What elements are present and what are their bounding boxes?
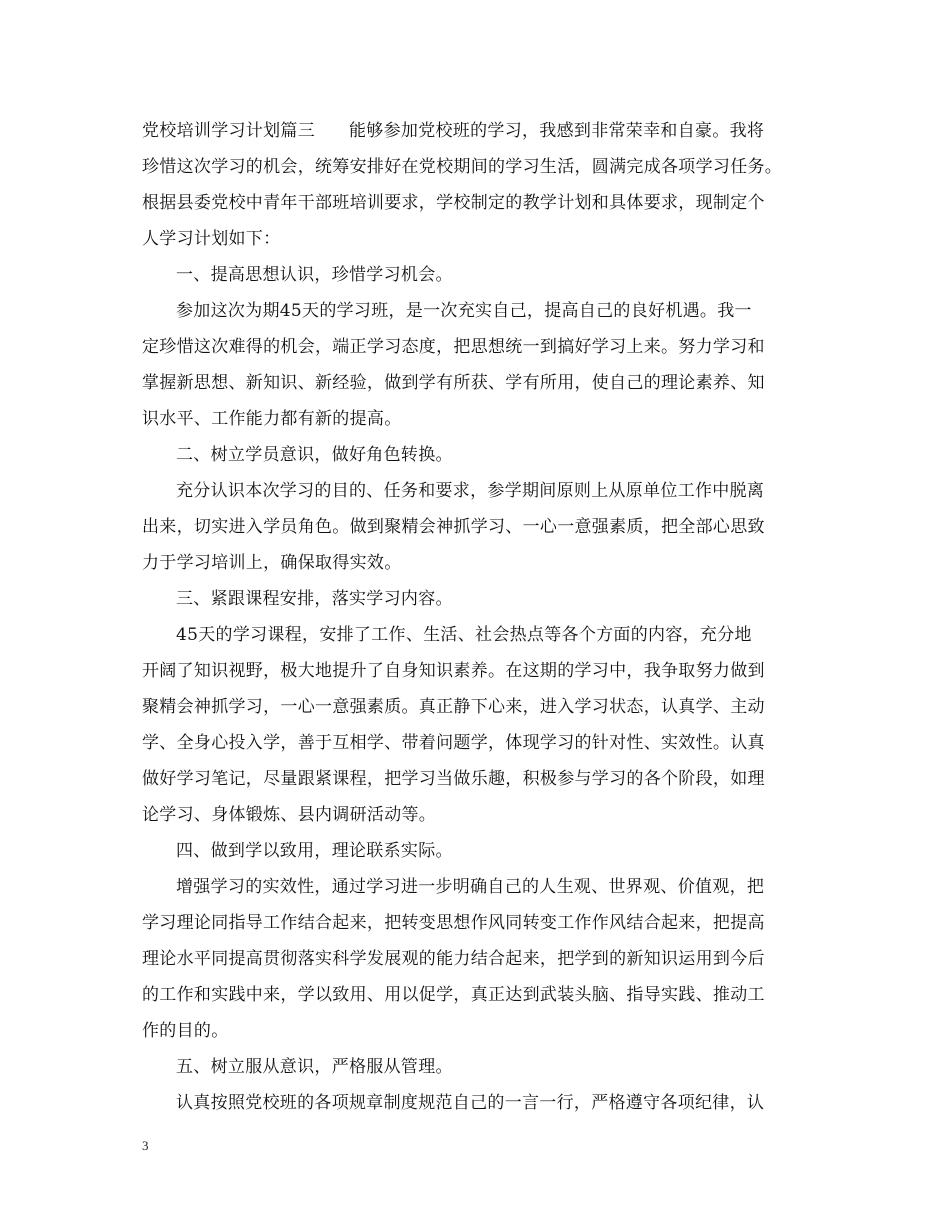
body-paragraph xyxy=(142,869,814,1049)
text-line: 理论水平同提高贯彻落实科学发展观的能力结合起来，把学到的新知识运用到今后 xyxy=(142,949,765,969)
section-heading xyxy=(142,257,814,293)
text-line: 掌握新思想、新知识、新经验，做到学有所获、学有所用，使自己的理论素养、知 xyxy=(142,373,765,393)
section-heading xyxy=(142,581,814,617)
body-paragraph xyxy=(142,293,814,437)
page-number: 3 xyxy=(142,1138,149,1153)
text-line: 根据县委党校中青年干部班培训要求，学校制定的教学计划和具体要求，现制定个 xyxy=(142,193,765,213)
heading-line: 一、提高思想认识，珍惜学习机会。 xyxy=(176,265,453,285)
body-paragraph xyxy=(142,1085,814,1121)
text-line: 出来，切实进入学员角色。做到聚精会神抓学习、一心一意强素质，把全部心思致 xyxy=(142,517,765,537)
text-line: 认真按照党校班的各项规章制度规范自己的一言一行，严格遵守各项纪律，认 xyxy=(176,1093,765,1113)
heading-line: 四、做到学以致用，理论联系实际。 xyxy=(176,841,453,861)
text-line: 增强学习的实效性，通过学习进一步明确自己的人生观、世界观、价值观，把 xyxy=(176,877,765,897)
text-line: 力于学习培训上，确保取得实效。 xyxy=(142,553,402,573)
body-paragraph xyxy=(142,473,814,581)
document-title: 党校培训学习计划篇三 xyxy=(142,121,315,141)
document-body xyxy=(142,113,814,1121)
section-heading xyxy=(142,833,814,869)
text-line: 的工作和实践中来，学以致用、用以促学，真正达到武装头脑、指导实践、推动工 xyxy=(142,985,765,1005)
body-paragraph xyxy=(142,617,814,833)
heading-line: 三、紧跟课程安排，落实学习内容。 xyxy=(176,589,453,609)
intro-paragraph xyxy=(142,113,814,257)
text-line: 45天的学习课程，安排了工作、生活、社会热点等各个方面的内容，充分地 xyxy=(176,625,752,645)
text-line: 学习理论同指导工作结合起来，把转变思想作风同转变工作作风结合起来，把提高 xyxy=(142,913,765,933)
heading-line: 二、树立学员意识，做好角色转换。 xyxy=(176,445,453,465)
text-line: 学、全身心投入学，善于互相学、带着问题学，体现学习的针对性、实效性。认真 xyxy=(142,733,765,753)
text-line: 人学习计划如下： xyxy=(142,229,281,249)
text-line: 聚精会神抓学习，一心一意强素质。真正静下心来，进入学习状态，认真学、主动 xyxy=(142,697,765,717)
section-heading xyxy=(142,1049,814,1085)
heading-line: 五、树立服从意识，严格服从管理。 xyxy=(176,1057,453,1077)
text-line xyxy=(142,113,814,149)
text-line: 做好学习笔记，尽量跟紧课程，把学习当做乐趣，积极参与学习的各个阶段，如理 xyxy=(142,769,765,789)
text-line: 参加这次为期45天的学习班，是一次充实自己，提高自己的良好机遇。我一 xyxy=(176,301,752,321)
text-line: 识水平、工作能力都有新的提高。 xyxy=(142,409,402,429)
text-line: 珍惜这次学习的机会，统筹安排好在党校期间的学习生活，圆满完成各项学习任务。 xyxy=(142,157,783,177)
section-heading xyxy=(142,437,814,473)
text-line-content: 能够参加党校班的学习，我感到非常荣幸和自豪。我将 xyxy=(349,121,765,141)
text-line: 充分认识本次学习的目的、任务和要求，参学期间原则上从原单位工作中脱离 xyxy=(176,481,765,501)
text-line: 开阔了知识视野，极大地提升了自身知识素养。在这期的学习中，我争取努力做到 xyxy=(142,661,765,681)
text-line: 论学习、身体锻炼、县内调研活动等。 xyxy=(142,805,437,825)
text-line: 作的目的。 xyxy=(142,1021,229,1041)
text-line: 定珍惜这次难得的机会，端正学习态度，把思想统一到搞好学习上来。努力学习和 xyxy=(142,337,765,357)
